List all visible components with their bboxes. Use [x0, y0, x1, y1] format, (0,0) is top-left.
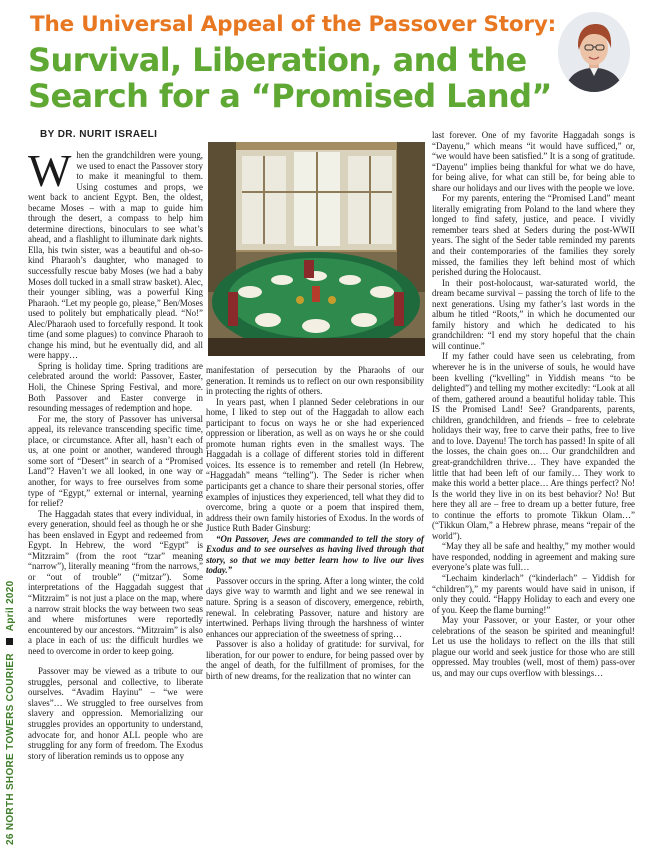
- drop-cap: W: [28, 145, 72, 196]
- paragraph-6: manifestation of persecution by the Pharaohs of our generation. It reminds us to reflect on our own responsibility in protecting the rights of others.: [206, 365, 424, 397]
- paragraph-1-text: hen the grandchildren were young, we used to enact the Passover story to make it meaningful to them. Using costumes and props, we went back to ancient Egypt. Ben, the oldest, became Moses – with a map to guide him through the desert, a compass to help him determine directions, binoculars to see what’s ahead, and a flashlight to illuminate dark nights. Ella, his twin sister, was a beautiful and oh-so-kind Pharaoh’s daughter, who managed to successfully rescue baby Moses (we had a baby Moses doll tucked in a small straw basket). Alec, their younger sibling, was a powerful King Pharaoh. “Let my people go, please,” Ben/Moses used to politely but emphatically plead. “No!” Alec/Pharaoh used to forcefully respond. It took time (and some plagues) to convince Pharaoh to change his mind, but he eventually did, and all were happy…: [28, 150, 203, 361]
- paragraph-15: “Lechaim kinderlach” (“kinderlach” – Yiddish for “children”),” my parents would have said in unison, if only they could. “Happy Holiday to each and every one of you. Keep the flame burning!”: [432, 572, 635, 615]
- issue-date: April 2020: [5, 580, 16, 632]
- paragraph-5: Passover may be viewed as a tribute to our struggles, personal and collective, to liberate ourselves. “Avadim Hayinu” – “we were slaves”… We struggled to free ourselves from slavery and oppression. Memorializing our struggles provides an opportunity to understand, advocate for, and honor ALL people who are struggling for any form of freedom. The Exodus story of liberation reminds us to oppose any: [28, 666, 203, 761]
- paragraph-3: For me, the story of Passover has universal appeal, its relevance transcending specific time, place, or circumstance. After all, hasn’t each of us, at one point or another, wandered through some sort of “Desert” in search of a “Promised Land”? Haven’t we all looked, in one way or another, for ways to free ourselves from some type of “Egypt,” external or internal, yearning for relief?: [28, 413, 203, 509]
- page-number: 26: [5, 833, 16, 845]
- paragraph-4: The Haggadah states that every individual, in every generation, should feel as though he or she has been enslaved in Egypt and redeemed from Egypt. In Hebrew, the word “Egypt” is “Mitzraim” (from the root “tzar” meaning “narrow”), literally meaning “from the narrows,” or “out of trouble” (“mitzar”). Some interpretations of the Haggadah suggest that “Mitzraim” is not just a place on the map, where a narrow strait blocks the way between two seas and where misfortunes were reportedly encountered by our ancestors. “Mitzraim” is also a place in each of us: the difficult hurdles we need to overcome in order to keep going.: [28, 508, 203, 656]
- page-spine: [3, 580, 17, 845]
- article-column-3: [432, 130, 635, 678]
- paragraph-2: Spring is holiday time. Spring traditions are celebrated around the world: Passover, Easter, Holi, the Chinese Spring Festival, and more. Both Passover and Easter converge in resounding messages of redemption and hope.: [28, 360, 203, 414]
- paragraph-13: If my father could have seen us celebrating, from wherever he is in the universe of souls, he would have been kvelling (“kvelling” in Yiddish means “to be delighted”) and telling my mother excitedly: “Look at all of them, gathered around a beautiful holiday table. This IS the Promised Land! See? Grandparents, parents, children, grandchildren, and friends – free to celebrate holidays their way, free to carve their paths, free to live and to love. Dayenu! The torch has passed! In spite of all the losses, the chain goes on… Our grandchildren and great-grandchildren thrive… They have expanded the little that had been left of our family… They work to make this world a better place… Are things perfect? No! Is the world they live in on its best behavior? No! But here they all are – free to dream up a better future, free to continue the efforts to promote Tikkun Olam…” (“Tikkun Olam,” a Hebrew phrase, means “repair of the world”).: [432, 351, 635, 541]
- article-column-2: [206, 365, 424, 681]
- paragraph-1: [28, 145, 203, 361]
- paragraph-9: Passover is also a holiday of gratitude: for survival, for liberation, for our power to endure, for being passed over by the angel of death, for the fulfillment of promises, for the birth of new dreams, for the realization that no winter can: [206, 639, 424, 681]
- headline-line-1: Survival, Liberation, and the: [28, 41, 527, 79]
- paragraph-16: May your Passover, or your Easter, or your other celebrations of the season be spirited and meaningful! Let us use the holidays to reflect on the ills that still plague our world and seek justice for those who are still oppressed. May troubles (well, most of them) pass-over us, and may our cups overflow with blessings…: [432, 615, 635, 678]
- publication-name: NORTH SHORE TOWERS COURIER: [5, 653, 16, 831]
- paragraph-7: In years past, when I planned Seder celebrations in our home, I liked to step out of the Haggadah to allow each participant to focus on ways he or she had experienced oppression or liberation, as well as on ways he or she could promote human rights even in the smallest ways. The Haggadah is a collage of different stories told in different voices. Its essence is to remember and retell (In Hebrew, “Haggadah” means “telling”). The Seder is richer when participants get a chance to share their personal stories, offer examples of injustices they experienced, tell what they did to overcome, bring a quote or a poem that inspired them, address their own family histories of Exodus. In the words of Justice Ruth Bader Ginsburg:: [206, 396, 424, 534]
- separator-square-icon: [6, 638, 13, 645]
- seder-table-photo: [208, 142, 425, 356]
- article-headline: [28, 41, 552, 115]
- paragraph-10: last forever. One of my favorite Haggadah songs is “Dayenu,” which means “it would have sufficed,” or, “we would have been satisfied.” It is a song of gratitude. “Dayenu” implies being thankful for what we do have, for being alive, for what can still be, for being able to share our holidays and our lives with the people we love.: [432, 130, 635, 193]
- article-column-1: [28, 145, 203, 761]
- article-kicker: The Universal Appeal of the Passover Story:: [30, 12, 557, 37]
- quote-ginsburg: “On Passover, Jews are commanded to tell the story of Exodus and to see ourselves as having lived through that story, so that we may better learn how to live our lives today.”: [206, 533, 424, 576]
- paragraph-8: Passover occurs in the spring. After a long winter, the cold days give way to warmth and light and we see renewal in nature. Spring is a season of discovery, emergence, rebirth, renewal. In celebrating Passover, nature and history are intertwined. Perhaps living through the harshness of winter enhances our appreciation of the sweetness of spring…: [206, 575, 424, 639]
- paragraph-12: In their post-holocaust, war-saturated world, the dream became survival – passing the torch of life to the next generations. Using my father’s last words in the album he titled “Roots,” in which he documented our family history and which he dedicated to his grandchildren: “I end my story hopeful that the chain will continue.”: [432, 277, 635, 351]
- paragraph-14: “May they all be safe and healthy,” my mother would have responded, nodding in agreement and making sure everyone’s plate was full…: [432, 541, 635, 573]
- paragraph-11: For my parents, entering the “Promised Land” meant literally emigrating from Poland to the land where they longed to find safety, justice, and peace. I vividly remember tears shed at Seders during the post-WWII years. The sight of the Seder table reminded my parents and their contemporaries of the families they sorely missed, the families they left behind most of which perished during the Holocaust.: [432, 193, 635, 278]
- byline: BY DR. NURIT ISRAELI: [40, 129, 158, 140]
- author-photo: [558, 12, 630, 92]
- headline-line-2: Search for a “Promised Land”: [28, 77, 552, 115]
- spine-text: [5, 580, 16, 845]
